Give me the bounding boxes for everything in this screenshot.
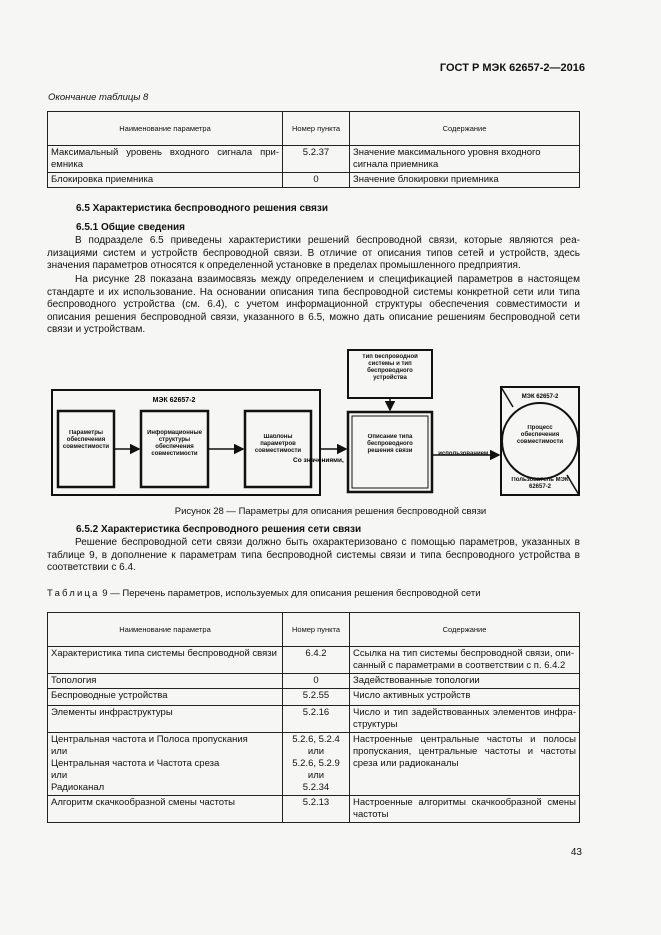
mek-frame-label: МЭК 62657-2 [152, 397, 196, 404]
cell-content: Задействованные топологии [350, 674, 580, 689]
table9-title: Таблица 9 — Перечень параметров, используемых для описания решения беспроводной сети [47, 588, 481, 599]
table-row [48, 173, 580, 188]
cell-content: Значение максимального уровня входного сигнала приемника [350, 146, 580, 173]
section-6-5-title: 6.5 Характеристика беспроводного решения связи [76, 203, 328, 214]
col-header-clause: Номер пункта [283, 613, 350, 647]
table-row [48, 674, 580, 689]
cell-name: Центральная частота и Полоса пропускания или Центральная частота и Частота среза или Радиоканал [48, 733, 283, 796]
cell-clause: 5.2.6, 5.2.4 или 5.2.6, 5.2.9 или 5.2.34 [283, 733, 350, 796]
cell-name: Топология [48, 674, 283, 689]
col-header-content: Содержание [350, 112, 580, 146]
col-header-clause: Номер пункта [283, 112, 350, 146]
figure-28 [0, 345, 661, 505]
col-header-name: Наименование параметра [48, 613, 283, 647]
box-solution-description-label: Описание типа беспроводного решения связи [367, 434, 413, 454]
process-center-label: Процесс обеспечения совместимости [516, 425, 564, 445]
cell-clause: 6.4.2 [283, 647, 350, 674]
process-bottom-label: Пользователь МЭК 62657-2 [511, 477, 569, 490]
cell-content: Число активных устройств [350, 689, 580, 706]
cell-clause: 0 [283, 674, 350, 689]
col-header-name: Наименование параметра [48, 112, 283, 146]
cell-content: Ссылка на тип системы беспроводной связи, описанный с параметрами в соответствии с п. 6.4.2 [350, 647, 580, 674]
cell-content: Настроенные алгоритмы скачкообразной смены частоты [350, 796, 580, 823]
box-compat-params-label: Параметры обеспечения совместимости [62, 430, 110, 450]
cell-content: Значение блокировки приемника [350, 173, 580, 188]
cell-clause: 5.2.16 [283, 706, 350, 733]
cell-name: Элементы инфраструктуры [48, 706, 283, 733]
table-header-row [48, 112, 580, 146]
cell-name: Характеристика типа системы беспроводной связи [48, 647, 283, 674]
cell-clause: 0 [283, 173, 350, 188]
cell-name: Алгоритм скачкообразной смены частоты [48, 796, 283, 823]
cell-name: Блокировка приемника [48, 173, 283, 188]
col-header-content: Содержание [350, 613, 580, 647]
box-info-structures-label: Информационные структуры обеспечения совместимости [147, 430, 202, 457]
page-header-standard: ГОСТ Р МЭК 62657-2—2016 [439, 62, 585, 74]
section-6-5-1-title: 6.5.1 Общие сведения [76, 222, 185, 233]
table-row [48, 647, 580, 674]
section-6-5-2-title: 6.5.2 Характеристика беспроводного решения сети связи [76, 524, 362, 535]
table8-caption: Окончание таблицы 8 [48, 92, 149, 103]
table-row [48, 689, 580, 706]
table-9 [47, 612, 580, 823]
paragraph-6-5-1-a: В подразделе 6.5 приведены характеристики решений беспроводной связи, которые являются реализациями систем и устройств беспроводной связи. В отличие от описания типов сетей и устройств, здесь значения параметров относятся к определенной установке в пределах промышленного предприятия. [47, 235, 580, 271]
arrow-label-usage: использованием в [438, 451, 494, 457]
table-row [48, 733, 580, 796]
cell-name: Беспроводные устройства [48, 689, 283, 706]
table-row [48, 146, 580, 173]
table-row [48, 796, 580, 823]
cell-content: Число и тип задействованных элементов инфраструктуры [350, 706, 580, 733]
box-system-type-label: Тип беспроводной системы и тип беспроводного устройства [362, 354, 418, 381]
table-header-row [48, 613, 580, 647]
cell-clause: 5.2.55 [283, 689, 350, 706]
paragraph-6-5-1-b: На рисунке 28 показана взаимосвязь между определением и спецификацией параметров в настоящем стандарте и их использование. На основании описания типа беспроводной системы конкретной сети или типа беспроводного устройства (см. 6.4), с учетом информационной структуры обеспечения совместимости и описания решения беспроводной связи, указанного в 6.5, можно дать описание решениям беспроводной сети связи и устройствам. [47, 274, 580, 335]
paragraph-6-5-2: Решение беспроводной сети связи должно быть охарактеризовано с помощью параметров, указанных в таблице 9, в дополнение к параметрам типа беспроводной системы связи и типа беспроводного устройства в соответствии с 6.4. [47, 537, 580, 573]
cell-name: Максимальный уровень входного сигнала приемника [48, 146, 283, 173]
box-templates-label: Шаблоны параметров совместимости [254, 434, 302, 454]
cell-clause: 5.2.37 [283, 146, 350, 173]
arrow-label-values: Со значениями, [293, 457, 344, 464]
figure-28-caption: Рисунок 28 — Параметры для описания решения беспроводной связи [174, 506, 487, 517]
table-row [48, 706, 580, 733]
process-top-label: МЭК 62657-2 [521, 394, 559, 400]
cell-content: Настроенные центральные частоты и полосы пропускания, центральные частоты и частоты среза или радиоканалы [350, 733, 580, 796]
cell-clause: 5.2.13 [283, 796, 350, 823]
page-number: 43 [570, 847, 582, 858]
table-8 [47, 111, 580, 188]
